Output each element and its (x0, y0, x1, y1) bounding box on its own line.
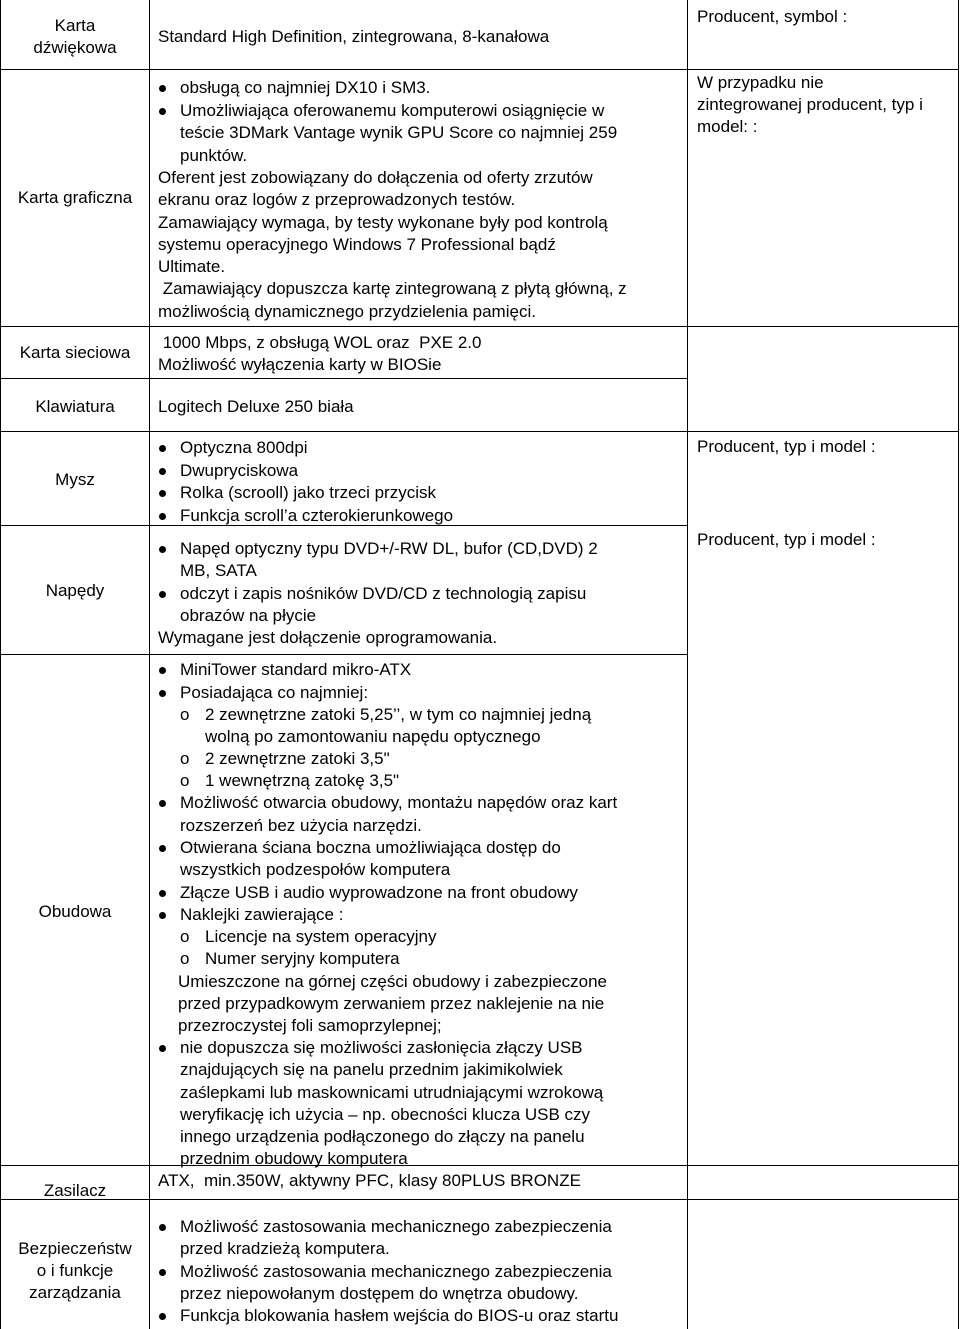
bullet (159, 1045, 166, 1052)
list-item: Naklejki zawierające : (180, 905, 344, 924)
row-label-mysz: Mysz (55, 470, 95, 489)
sub-list-item: 2 zewnętrzne zatoki 5,25’’, w tym co najmniej jedną (205, 705, 592, 724)
sub-bullet: o (180, 927, 190, 946)
bullet (159, 546, 166, 553)
sub-list-item: 1 wewnętrzną zatokę 3,5" (205, 771, 400, 790)
bullet (159, 890, 166, 897)
sub-bullet: o (180, 705, 190, 724)
gpu-text: systemu operacyjnego Windows 7 Professional bądź (158, 235, 556, 254)
row-divider (0, 378, 688, 379)
list-item: Posiadająca co najmniej: (180, 683, 369, 702)
drive-note: Wymagane jest dołączenie oprogramowania. (158, 628, 498, 647)
list-item: Umożliwiająca oferowanemu komputerowi osiągnięcie w (180, 101, 605, 120)
list-item-cont: zaślepkami lub maskownicami utrudniającymi wzrokową (180, 1083, 604, 1102)
row-label-karta-graficzna: Karta graficzna (17, 188, 133, 207)
bullet (159, 445, 166, 452)
list-item-cont: znajdujących się na panelu przednim jakimikolwiek (180, 1060, 563, 1079)
row-divider (0, 69, 959, 70)
list-item: Funkcja blokowania hasłem wejścia do BIOS-u oraz startu (180, 1306, 619, 1325)
gpu-text: Ultimate. (158, 257, 226, 276)
gpu-text: Zamawiający dopuszcza kartę zintegrowaną z płytą główną, z (158, 279, 627, 298)
row-label-napedy: Napędy (45, 581, 105, 600)
list-item: Możliwość zastosowania mechanicznego zabezpieczenia (180, 1262, 612, 1281)
mouse-producer-field: Producent, typ i model : (697, 437, 876, 456)
row-label-bezpieczenstwo: Bezpieczeństw o i funkcje zarządzania (18, 1239, 132, 1302)
list-item: Dwupryciskowa (180, 461, 299, 480)
bullet (159, 468, 166, 475)
list-item: obsługą co najmniej DX10 i SM3. (180, 78, 431, 97)
list-item: MiniTower standard mikro-ATX (180, 660, 412, 679)
bullet (159, 690, 166, 697)
list-item-cont: MB, SATA (180, 561, 257, 580)
row-label-obudowa: Obudowa (38, 902, 112, 921)
list-item-cont: weryfikację ich użycia – np. obecności klucza USB czy (180, 1105, 591, 1124)
bullet (159, 490, 166, 497)
sub-list-item: Licencje na system operacyjny (205, 927, 437, 946)
network-card-speed: 1000 Mbps, z obsługą WOL oraz PXE 2.0 (158, 333, 482, 352)
bullet (159, 108, 166, 115)
table-border-right (958, 0, 959, 1329)
list-item-cont: wszystkich podzespołów komputera (180, 860, 451, 879)
row-divider (0, 326, 959, 327)
bullet (159, 1313, 166, 1320)
bullet (159, 85, 166, 92)
list-item: nie dopuszcza się możliwości zasłonięcia złączy USB (180, 1038, 583, 1057)
list-item-cont: rozszerzeń bez użycia narzędzi. (180, 816, 422, 835)
list-item: Złącze USB i audio wyprowadzone na front obudowy (180, 883, 578, 902)
sound-card-producer-field: Producent, symbol : (697, 7, 848, 26)
row-label-zasilacz: Zasilacz (43, 1181, 107, 1200)
bullet (159, 667, 166, 674)
case-text: Umieszczone na górnej części obudowy i zabezpieczone (178, 972, 608, 991)
sub-bullet: o (180, 771, 190, 790)
list-item: Optyczna 800dpi (180, 438, 308, 457)
list-item: Rolka (scrooll) jako trzeci przycisk (180, 483, 436, 502)
list-item: Możliwość zastosowania mechanicznego zabezpieczenia (180, 1217, 612, 1236)
gpu-text: ekranu oraz logów z przeprowadzonych testów. (158, 190, 516, 209)
psu-value: ATX, min.350W, aktywny PFC, klasy 80PLUS BRONZE (158, 1171, 581, 1190)
list-item-cont: przez niepowołanym dostępem do wnętrza obudowy. (180, 1284, 579, 1303)
list-item-cont: teście 3DMark Vantage wynik GPU Score co najmniej 259 (180, 123, 618, 142)
sub-bullet: o (180, 749, 190, 768)
row-divider (0, 1165, 959, 1166)
list-item-cont: przednim obudowy komputera (180, 1149, 408, 1168)
keyboard-value: Logitech Deluxe 250 biała (158, 397, 354, 416)
list-item: Możliwość otwarcia obudowy, montażu napędów oraz kart (180, 793, 618, 812)
row-divider (0, 654, 688, 655)
gpu-text: możliwością dynamicznego przydzielenia pamięci. (158, 302, 536, 321)
list-item: odczyt i zapis nośników DVD/CD z technologią zapisu (180, 584, 587, 603)
list-item-cont: punktów. (180, 146, 248, 165)
network-card-bios: Możliwość wyłączenia karty w BIOSie (158, 355, 442, 374)
bullet (159, 591, 166, 598)
bullet (159, 800, 166, 807)
list-item: Napęd optyczny typu DVD+/-RW DL, bufor (CD,DVD) 2 (180, 539, 598, 558)
row-label-klawiatura: Klawiatura (35, 397, 115, 416)
sub-list-item: Numer seryjny komputera (205, 949, 400, 968)
case-text: przed przypadkowym zerwaniem przez naklejenie na nie (178, 994, 605, 1013)
sub-list-item: 2 zewnętrzne zatoki 3,5" (205, 749, 390, 768)
bullet (159, 513, 166, 520)
row-label-karta-dzwiekowa: Karta dźwiękowa (33, 16, 117, 57)
drive-producer-field: Producent, typ i model : (697, 530, 876, 549)
bullet (159, 845, 166, 852)
case-text: przezroczystej foli samoprzylepnej; (178, 1016, 442, 1035)
sub-list-item-cont: wolną po zamontowaniu napędu optycznego (205, 727, 541, 746)
bullet (159, 1224, 166, 1231)
list-item-cont: przed kradzieżą komputera. (180, 1239, 390, 1258)
gpu-producer-field: W przypadku nie zintegrowanej producent, typ i model: : (697, 73, 923, 136)
row-divider (0, 431, 959, 432)
row-label-karta-sieciowa: Karta sieciowa (19, 343, 131, 362)
gpu-text: Zamawiający wymaga, by testy wykonane były pod kontrolą (158, 213, 608, 232)
bullet (159, 912, 166, 919)
sub-bullet: o (180, 949, 190, 968)
table-divider-right (687, 0, 688, 1329)
sound-card-value: Standard High Definition, zintegrowana, 8-kanałowa (158, 27, 550, 46)
list-item: Funkcja scroll’a czterokierunkowego (180, 506, 454, 525)
gpu-text: Oferent jest zobowiązany do dołączenia od oferty zrzutów (158, 168, 593, 187)
list-item: Otwierana ściana boczna umożliwiająca dostęp do (180, 838, 561, 857)
list-item-cont: obrazów na płycie (180, 606, 317, 625)
bullet (159, 1269, 166, 1276)
list-item-cont: innego urządzenia podłączonego do złączy na panelu (180, 1127, 585, 1146)
